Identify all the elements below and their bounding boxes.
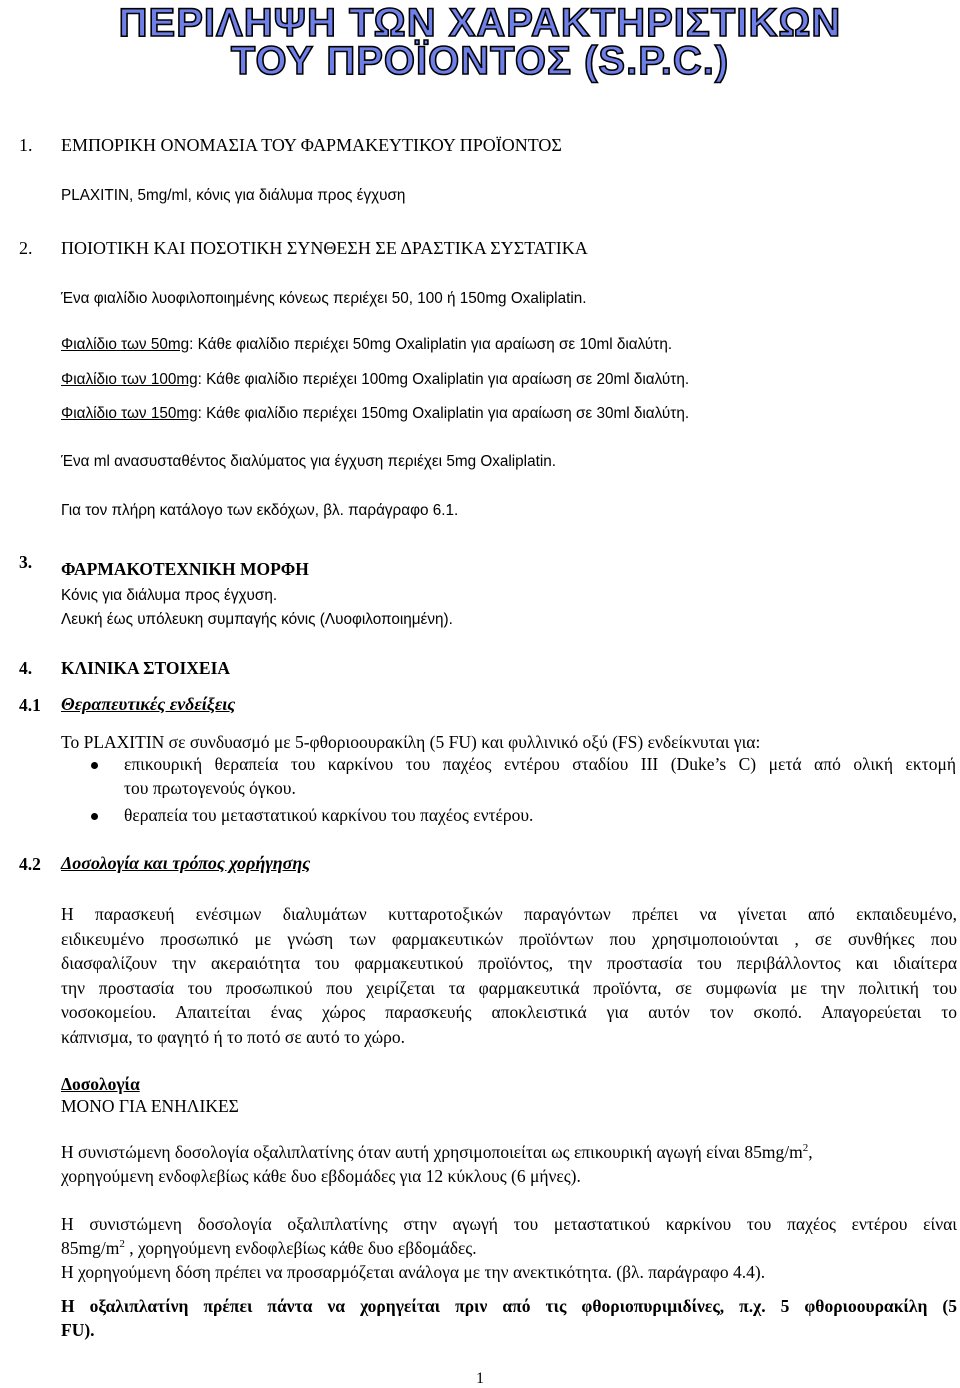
section-2-heading: ΠΟΙΟΤΙΚΗ ΚΑΙ ΠΟΣΟΤΙΚΗ ΣΥΝΘΕΣΗ ΣΕ ΔΡΑΣΤΙΚΑ ΣΥΣΤΑΤΙΚΑ <box>61 238 588 258</box>
per-ml-text: Ένα ml ανασυσταθέντος διαλύματος για έγχυση περιέχει 5mg Oxaliplatin. <box>61 453 556 470</box>
preparation-line: διασφαλίζουν την ακεραιότητα του φαρμακευτικού προϊόντος, την προστασία του περιβάλλοντος και ιδιαίτερα <box>61 953 957 973</box>
preparation-line: την προστασία του προσωπικού που χειρίζεται τα φαρμακευτικά προϊόντα, σε συμφωνία με την πολιτική του <box>61 977 957 998</box>
administration-order-line-2: FU). <box>61 1320 95 1340</box>
vial-50mg-line <box>61 335 672 355</box>
section-4-number: 4. <box>19 658 33 678</box>
adjuvant-dose-superscript: 2 <box>802 1142 809 1155</box>
section-4-2-number: 4.2 <box>19 854 41 874</box>
adjuvant-dose-line-1 <box>61 1142 957 1163</box>
section-3-number: 3. <box>19 552 33 572</box>
indication-1-line-2: του πρωτογενούς όγκου. <box>124 778 296 798</box>
section-4-1-heading: Θεραπευτικές ενδείξεις <box>61 694 236 714</box>
form-line-2: Λευκή έως υπόλευκη συμπαγής κόνις (Λυοφιλοποιημένη). <box>61 611 453 628</box>
section-4-2-heading: Δοσολογία και τρόπος χορήγησης <box>61 853 311 873</box>
trade-name-text: PLAXITIN, 5mg/ml, κόνις για διάλυμα προς έγχυση <box>61 187 406 204</box>
dosage-title: Δοσολογία <box>61 1074 140 1094</box>
preparation-line: Η παρασκευή ενέσιμων διαλυμάτων κυτταροτοξικών παραγόντων πρέπει να γίνεται από εκπαιδευμένο, <box>61 904 957 924</box>
administration-order-line-1: Η οξαλιπλατίνη πρέπει πάντα να χορηγείται πριν από τις φθοριοπυριμιδίνες, π.χ. 5 φθοριοουρακίλη (5 <box>61 1296 957 1316</box>
preparation-paragraph <box>61 902 957 1049</box>
adjuvant-dose-trail: , <box>808 1142 813 1162</box>
form-line-1: Κόνις για διάλυμα προς έγχυση. <box>61 587 278 604</box>
indication-1-line-1: επικουρική θεραπεία του καρκίνου του παχέος εντέρου σταδίου III (Duke’s C) μετά από ολική εκτομή <box>124 754 956 774</box>
metastatic-dose-text: 85mg/m <box>61 1238 120 1258</box>
vial-150mg-label: Φιαλίδιο των 150mg <box>61 405 198 422</box>
section-4-1-number: 4.1 <box>19 695 41 715</box>
document-title-line2: ΤΟΥ ΠΡΟΪΟΝΤΟΣ (S.P.C.) <box>230 39 730 83</box>
preparation-line: κάπνισμα, το φαγητό ή το ποτό σε αυτό το χώρο. <box>61 1026 405 1047</box>
adjuvant-dose-text: Η συνιστώμενη δοσολογία οξαλιπλατίνης όταν αυτή χρησιμοποιείται ως επικουρική αγωγή είναι 85mg/m <box>61 1142 803 1162</box>
indication-2: θεραπεία του μεταστατικού καρκίνου του παχέος εντέρου. <box>124 805 534 825</box>
vial-50mg-label: Φιαλίδιο των 50mg <box>61 336 190 353</box>
vial-100mg-text: : Κάθε φιαλίδιο περιέχει 100mg Oxaliplatin για αραίωση σε 20ml διαλύτη. <box>197 371 690 388</box>
vial-150mg-text: : Κάθε φιαλίδιο περιέχει 150mg Oxaliplatin για αραίωση σε 30ml διαλύτη. <box>197 405 690 422</box>
metastatic-dose-line-1: Η συνιστώμενη δοσολογία οξαλιπλατίνης στην αγωγή του μεταστατικού καρκίνου του παχέος εντέρου είναι <box>61 1214 957 1234</box>
vial-100mg-line <box>61 370 689 390</box>
bullet-icon <box>90 761 100 771</box>
preparation-line: νοσοκομείου. Απαιτείται ένας χώρος παρασκευής αποκλειστικά για αυτόν τον σκοπό. Απαγορεύεται το <box>61 1002 957 1022</box>
metastatic-dose-superscript: 2 <box>119 1238 125 1251</box>
adjuvant-dose-line-2: χορηγούμενη ενδοφλεβίως κάθε δυο εβδομάδες για 12 κύκλους (6 μήνες). <box>61 1166 581 1186</box>
bullet-icon <box>90 812 100 822</box>
section-2-number: 2. <box>19 238 33 258</box>
document-title-line1: ΠΕΡΙΛΗΨΗ ΤΩΝ ΧΑΡΑΚΤΗΡΙΣΤΙΚΩΝ <box>118 1 842 45</box>
metastatic-dose-line-2 <box>61 1238 477 1259</box>
vial-150mg-line <box>61 404 689 424</box>
section-3-heading: ΦΑΡΜΑΚΟΤΕΧΝΙΚΗ ΜΟΡΦΗ <box>61 559 309 579</box>
excipients-text: Για τον πλήρη κατάλογο των εκδόχων, βλ. παράγραφο 6.1. <box>61 502 459 519</box>
metastatic-dose-trail: , χορηγούμενη ενδοφλεβίως κάθε δυο εβδομάδες. <box>124 1238 477 1258</box>
dose-adjustment-text: Η χορηγούμενη δόση πρέπει να προσαρμόζεται ανάλογα με την ανεκτικότητα. (βλ. παράγραφο 4.4). <box>61 1262 766 1282</box>
adults-only-label: ΜΟΝΟ ΓΙΑ ΕΝΗΛΙΚΕΣ <box>61 1096 239 1116</box>
composition-intro: Ένα φιαλίδιο λυοφιλοποιημένης κόνεως περιέχει 50, 100 ή 150mg Oxaliplatin. <box>61 290 587 307</box>
page-number: 1 <box>476 1370 484 1387</box>
vial-100mg-label: Φιαλίδιο των 100mg <box>61 371 198 388</box>
section-1-heading: ΕΜΠΟΡΙΚΗ ΟΝΟΜΑΣΙΑ ΤΟΥ ΦΑΡΜΑΚΕΥΤΙΚΟΥ ΠΡΟΪΟΝΤΟΣ <box>61 135 562 155</box>
vial-50mg-text: : Κάθε φιαλίδιο περιέχει 50mg Oxaliplatin για αραίωση σε 10ml διαλύτη. <box>189 336 673 353</box>
indications-intro: Το PLAXITIN σε συνδυασμό με 5-φθοριοουρακίλη (5 FU) και φυλλινικό οξύ (FS) ενδείκνυται για: <box>61 732 761 752</box>
section-4-heading: ΚΛΙΝΙΚΑ ΣΤΟΙΧΕΙΑ <box>61 658 231 678</box>
section-1-number: 1. <box>19 135 33 155</box>
preparation-line: ειδικευμένο προσωπικό με γνώση των φαρμακευτικών προϊόντων που χρησιμοποιούνται , σε συνθήκες που <box>61 928 957 949</box>
